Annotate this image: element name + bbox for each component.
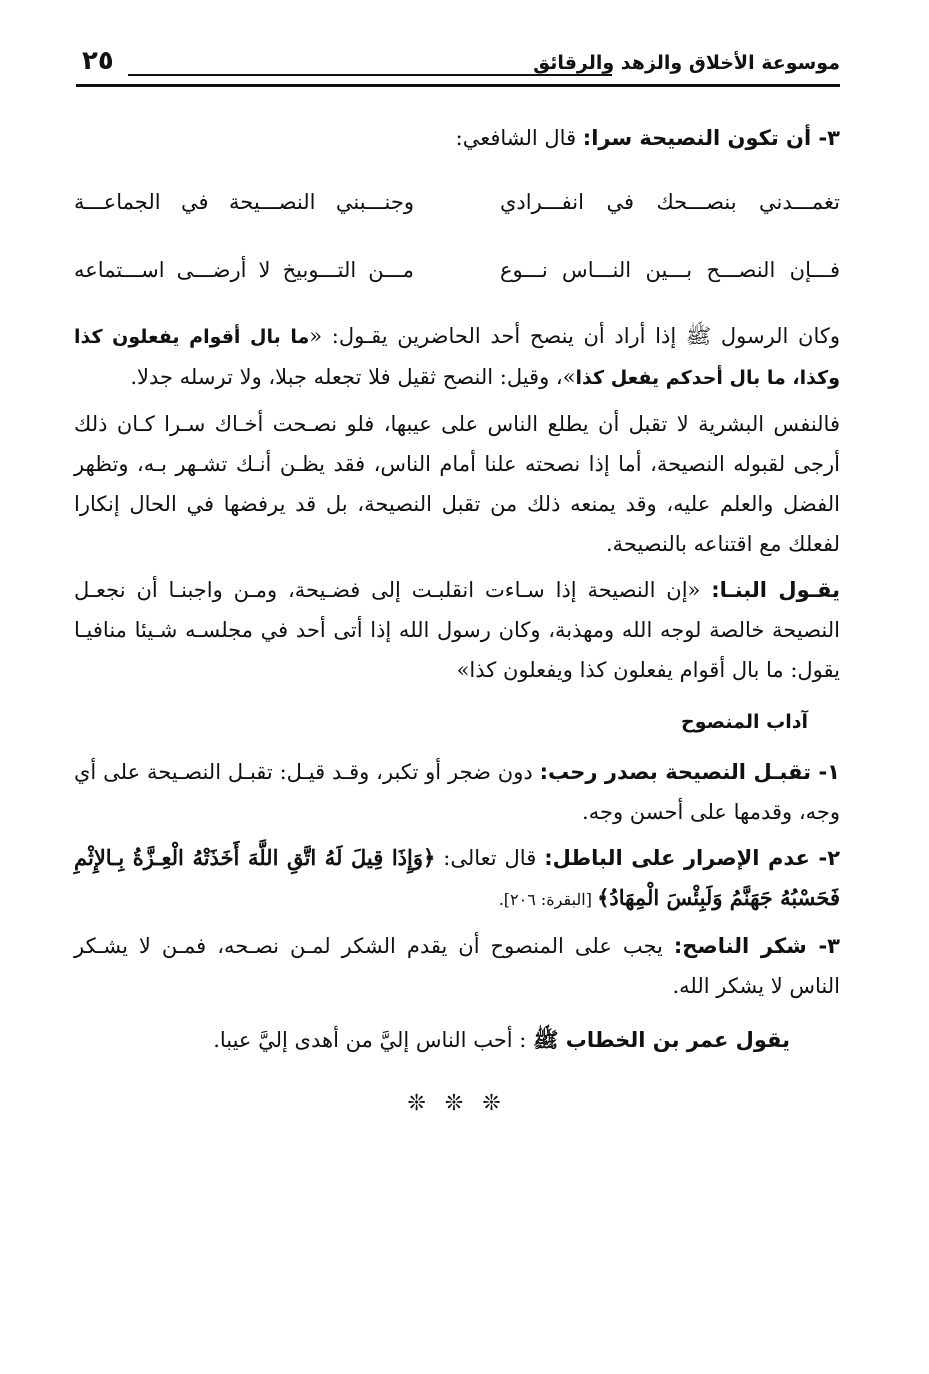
section-secrecy-text: قال الشافعي: bbox=[455, 126, 583, 150]
paragraph-prophet-text: وكان الرسول ﷺ إذا أراد أن ينصح أحد الحاضرين يقـول: « bbox=[309, 324, 840, 348]
poem bbox=[74, 168, 840, 304]
hadith-quote: ما بال أقوام يفعلون كذا وكذا، ما بال أحدكم يفعل كذا bbox=[74, 326, 840, 389]
etiquette-item-text: دون ضجر أو تكبر، وقـد قيـل: تقبـل النصـيحة على أي وجه، وقدمها على أحسن وجه. bbox=[74, 760, 840, 824]
section-secrecy-lead: ٣- أن تكون النصيحة سرا: bbox=[582, 126, 840, 150]
header-rule bbox=[76, 84, 840, 87]
etiquette-item bbox=[74, 838, 840, 920]
paragraph-banna bbox=[74, 570, 840, 690]
umar-quote bbox=[74, 1020, 840, 1060]
section-heading: آداب المنصوح bbox=[681, 711, 808, 733]
section-separator: ❊ ❊ ❊ bbox=[407, 1091, 507, 1116]
etiquette-item-text: يجب على المنصوح أن يقدم الشكر لمـن نصـحه، فمـن لا يشـكر الناس لا يشكر الله. bbox=[74, 934, 840, 998]
poem-verse bbox=[74, 236, 840, 304]
running-header bbox=[76, 44, 840, 90]
poem-verse bbox=[74, 168, 840, 236]
paragraph-prophet bbox=[74, 316, 840, 398]
paragraph-prophet-text-end: »، وقيل: النصح ثقيل فلا تجعله جبلا، ولا ترسله جدلا. bbox=[130, 365, 576, 389]
section-secrecy bbox=[74, 118, 840, 158]
verse-first-hemistich: فـــإن النصـــح بـــين النـــاس نـــوع bbox=[500, 258, 840, 282]
page-number: ٢٥ bbox=[82, 46, 114, 76]
quran-verse: ﴿وَإِذَا قِيلَ لَهُ اتَّقِ اللَّهَ أَخَذَتْهُ الْعِـزَّةُ بِـالإِثْمِ فَحَسْبُهُ جَهَنَّمُ وَلَبِئْسَ الْمِهَادُ﴾ bbox=[74, 845, 840, 910]
paragraph-human-soul: فالنفس البشرية لا تقبل أن يطلع الناس على عيبها، فلو نصـحت أخـاك سـرا كـان ذلك أرجى لقبوله النصيحة، أما إذا نصحته علنا أمام الناس، فقد يظـن أنـك تشـهر بـه، وتظهر الفضل والعلم عليه، وقد يمنعه ذلك من تقبل النصيحة، بل قد يرفضها في الحال إنكارا لفعلك مع اقتناعه بالنصيحة. bbox=[74, 412, 840, 556]
umar-quote-text: : أحب الناس إليَّ من أهدى إليَّ عيبا. bbox=[213, 1028, 534, 1052]
etiquette-item bbox=[74, 752, 840, 832]
umar-quote-lead: يقول عمر بن الخطاب ﷺ bbox=[533, 1028, 790, 1052]
page-body bbox=[74, 118, 840, 1124]
quran-reference: [البقرة: ٢٠٦]. bbox=[498, 890, 598, 909]
verse-second-hemistich: مـــن التـــوبيخ لا أرضـــى اســـتماعه bbox=[74, 258, 414, 282]
book-title: موسوعة الأخلاق والزهد والرقائق bbox=[533, 52, 840, 74]
paragraph-banna-lead: يقـول البنـا: bbox=[711, 578, 840, 602]
verse-first-hemistich: تغمـــدني بنصـــحك في انفـــرادي bbox=[500, 190, 840, 214]
etiquette-item-text: قال تعالى: bbox=[435, 846, 545, 870]
etiquette-item-lead: ٢- عدم الإصرار على الباطل: bbox=[544, 846, 841, 870]
etiquette-item-lead: ٣- شكر الناصح: bbox=[673, 934, 840, 958]
etiquette-item bbox=[74, 926, 840, 1006]
header-rule-short bbox=[128, 74, 612, 76]
verse-second-hemistich: وجنـــبني النصـــيحة في الجماعـــة bbox=[74, 190, 414, 214]
etiquette-item-lead: ١- تقبـل النصيحة بصدر رحب: bbox=[539, 760, 840, 784]
paragraph-banna-text: «إن النصيحة إذا سـاءت انقلبـت إلى فضـيحة، ومـن واجبنـا أن نجعـل النصيحة خالصة لوجه الله ومهذبة، وكان رسول الله إذا أتى أحد في مجلسـه شـيئا منافيـا يقول: ما بال أقوام يفعلون كذا ويفعلون كذا» bbox=[74, 578, 840, 682]
